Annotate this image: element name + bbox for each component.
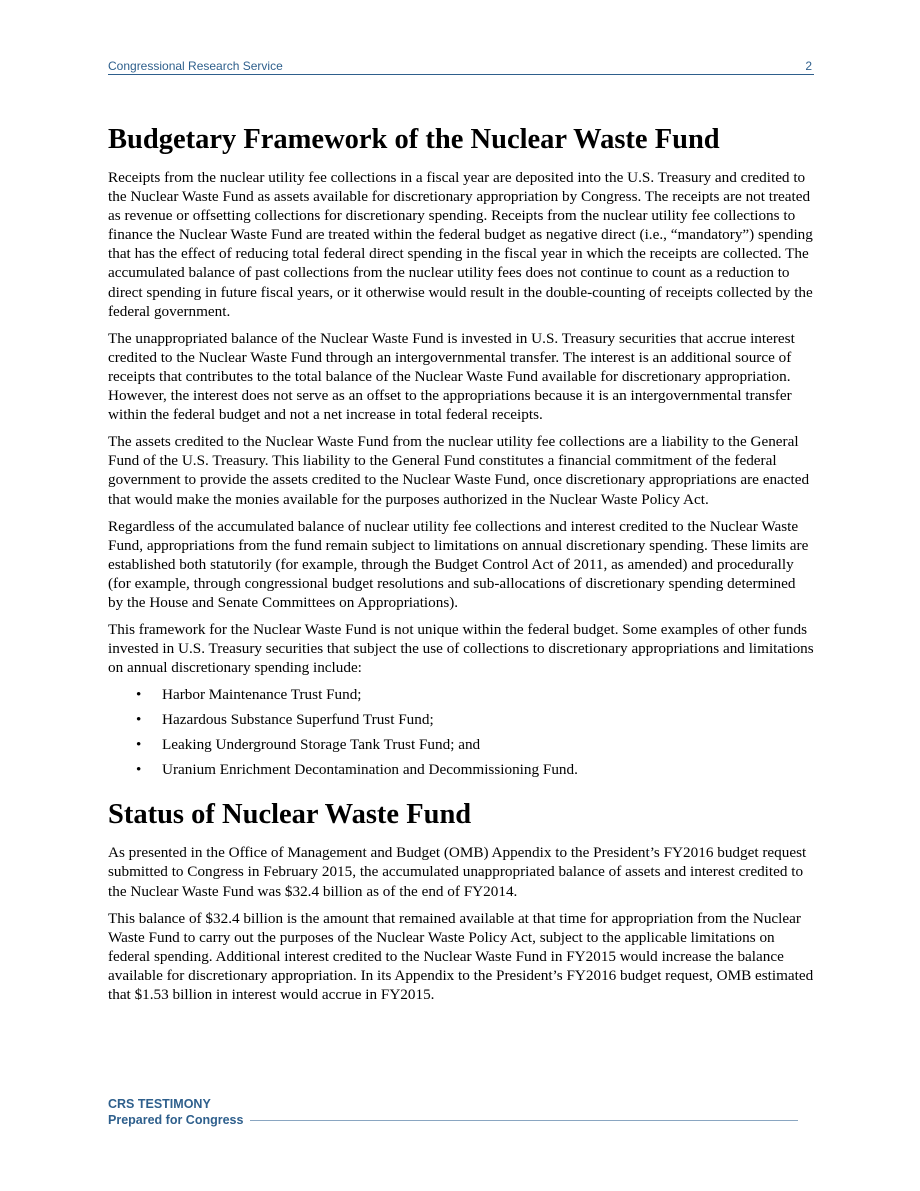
bullet-icon: • xyxy=(136,761,142,779)
list-item-text: Hazardous Substance Superfund Trust Fund; xyxy=(162,711,434,729)
header-org-name: Congressional Research Service xyxy=(108,59,283,73)
section-heading-status: Status of Nuclear Waste Fund xyxy=(108,799,472,831)
paragraph: The assets credited to the Nuclear Waste Fund from the nuclear utility fee collections are a liability to the General Fund of the U.S. Treasury. This liability to the General Fund constitutes a financial commitment of the federal government to provide the assets credited to the Nuclear Waste Fund, once discretionary appropriations are enacted that would make the monies available for the purposes authorized in the Nuclear Waste Policy Act. xyxy=(108,433,810,508)
paragraph: Regardless of the accumulated balance of nuclear utility fee collections and interest credited to the Nuclear Waste Fund, appropriations from the fund remain subject to limitations on annual discretionary spending. These limits are established both statutorily (for example, through the Budget Control Act of 2011, as amended) and procedurally (for example, through congressional budget resolutions and sub-allocations of discretionary spending determined by the House and Senate Committees on Appropriations). xyxy=(108,517,809,611)
page-footer xyxy=(108,1096,798,1128)
list-item xyxy=(108,735,814,754)
bullet-icon: • xyxy=(136,736,142,754)
paragraph: The unappropriated balance of the Nuclear Waste Fund is invested in U.S. Treasury securities that accrue interest credited to the Nuclear Waste Fund through an intergovernmental transfer. The interest is an additional source of receipts that contributes to the total balance of the Nuclear Waste Fund available for discretionary appropriation. However, the interest does not serve as an offset to the appropriations because it is an intergovernmental transfer within the federal budget and not a net increase in total federal receipts. xyxy=(108,329,795,424)
fund-list xyxy=(108,685,814,779)
list-item-text: Harbor Maintenance Trust Fund; xyxy=(162,686,362,704)
list-item xyxy=(108,685,814,704)
bullet-icon: • xyxy=(136,711,142,729)
paragraph: Receipts from the nuclear utility fee collections in a fiscal year are deposited into the U.S. Treasury and credited to the Nuclear Waste Fund as assets available for discretionary appropriation by Congress. The receipts are not treated as revenue or offsetting collections for discretionary spending. Receipts from the nuclear utility fee collections to finance the Nuclear Waste Fund are treated within the federal budget as negative direct (i.e., “mandatory”) spending that has the effect of reducing total federal direct spending in the fiscal year in which the receipts are collected. The accumulated balance of past collections from the nuclear utility fees does not continue to count as a reduction to direct spending in future fiscal years, or it otherwise would result in the double-counting of receipts collected by the federal government. xyxy=(108,169,813,320)
paragraph: As presented in the Office of Management and Budget (OMB) Appendix to the President’s FY2016 budget request submitted to Congress in February 2015, the accumulated unappropriated balance of assets and interest credited to the Nuclear Waste Fund was $32.4 billion as of the end of FY2014. xyxy=(108,844,807,900)
section-heading-budgetary-framework: Budgetary Framework of the Nuclear Waste Fund xyxy=(108,124,720,155)
paragraph: This balance of $32.4 billion is the amount that remained available at that time for appropriation from the Nuclear Waste Fund to carry out the purposes of the Nuclear Waste Policy Act, subject to the applicable limitations on federal spending. Additional interest credited to the Nuclear Waste Fund in FY2015 would increase the balance available for discretionary appropriation. In its Appendix to the President’s FY2016 budget request, OMB estimated that $1.53 billion in interest would accrue in FY2015. xyxy=(108,909,814,1003)
footer-title: CRS TESTIMONY xyxy=(108,1097,211,1111)
bullet-icon: • xyxy=(136,686,142,704)
page-number: 2 xyxy=(805,59,812,73)
list-item xyxy=(108,760,814,779)
list-item-text: Leaking Underground Storage Tank Trust Fund; and xyxy=(162,736,481,754)
paragraph: This framework for the Nuclear Waste Fund is not unique within the federal budget. Some examples of other funds invested in U.S. Treasury securities that subject the use of collections to discretionary appropriations and limitations on annual discretionary spending include: xyxy=(108,621,814,677)
running-header xyxy=(108,58,814,75)
footer-rule xyxy=(250,1120,798,1121)
list-item-text: Uranium Enrichment Decontamination and Decommissioning Fund. xyxy=(162,761,578,779)
footer-subtitle: Prepared for Congress xyxy=(108,1113,244,1127)
document-body xyxy=(108,122,814,1012)
list-item xyxy=(108,710,814,729)
